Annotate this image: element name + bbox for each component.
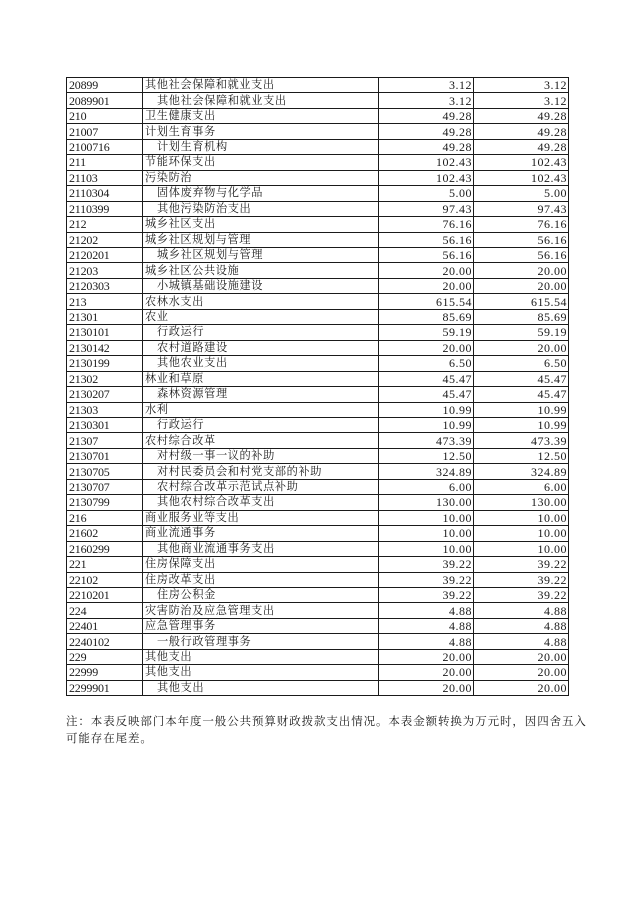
subject-code-cell: 2100716 bbox=[67, 139, 143, 154]
table-row bbox=[67, 186, 569, 201]
amount-cell: 20.00 bbox=[379, 665, 474, 680]
subject-code-cell: 213 bbox=[67, 294, 143, 309]
subject-name-cell: 城乡社区规划与管理 bbox=[143, 232, 379, 247]
table-row bbox=[67, 170, 569, 185]
table-row bbox=[67, 356, 569, 371]
amount-cell: 473.39 bbox=[474, 433, 569, 448]
subject-code-cell: 2130207 bbox=[67, 387, 143, 402]
table-row bbox=[67, 371, 569, 386]
subject-code-cell: 21103 bbox=[67, 170, 143, 185]
subject-name-cell: 其他农村综合改革支出 bbox=[143, 495, 379, 510]
table-row bbox=[67, 124, 569, 139]
subject-name-cell: 污染防治 bbox=[143, 170, 379, 185]
amount-cell: 4.88 bbox=[474, 603, 569, 618]
table-row bbox=[67, 294, 569, 309]
amount-cell: 97.43 bbox=[474, 201, 569, 216]
subject-name-cell: 住房改革支出 bbox=[143, 572, 379, 587]
subject-name-cell: 农村综合改革示范试点补助 bbox=[143, 479, 379, 494]
subject-name-cell: 应急管理事务 bbox=[143, 618, 379, 633]
amount-cell: 615.54 bbox=[474, 294, 569, 309]
amount-cell: 3.12 bbox=[379, 78, 474, 93]
subject-name-cell: 对村级一事一议的补助 bbox=[143, 448, 379, 463]
note-line-2: 可能存在尾差。 bbox=[66, 731, 153, 745]
subject-name-cell: 其他社会保障和就业支出 bbox=[143, 78, 379, 93]
amount-cell: 49.28 bbox=[474, 139, 569, 154]
subject-code-cell: 2130701 bbox=[67, 448, 143, 463]
subject-code-cell: 2299901 bbox=[67, 680, 143, 695]
subject-code-cell: 2130799 bbox=[67, 495, 143, 510]
subject-name-cell: 其他污染防治支出 bbox=[143, 201, 379, 216]
subject-name-cell: 固体废弃物与化学品 bbox=[143, 186, 379, 201]
subject-code-cell: 20899 bbox=[67, 78, 143, 93]
amount-cell: 102.43 bbox=[379, 170, 474, 185]
table-row bbox=[67, 139, 569, 154]
subject-code-cell: 22102 bbox=[67, 572, 143, 587]
subject-name-cell: 其他商业流通事务支出 bbox=[143, 541, 379, 556]
subject-name-cell: 森林资源管理 bbox=[143, 387, 379, 402]
subject-name-cell: 林业和草原 bbox=[143, 371, 379, 386]
subject-name-cell: 商业服务业等支出 bbox=[143, 510, 379, 525]
subject-name-cell: 城乡社区规划与管理 bbox=[143, 247, 379, 262]
amount-cell: 10.99 bbox=[379, 402, 474, 417]
amount-cell: 49.28 bbox=[379, 124, 474, 139]
subject-name-cell: 其他社会保障和就业支出 bbox=[143, 93, 379, 108]
amount-cell: 20.00 bbox=[379, 278, 474, 293]
table-row bbox=[67, 634, 569, 649]
subject-code-cell: 22401 bbox=[67, 618, 143, 633]
amount-cell: 45.47 bbox=[474, 387, 569, 402]
amount-cell: 97.43 bbox=[379, 201, 474, 216]
amount-cell: 39.22 bbox=[474, 572, 569, 587]
subject-name-cell: 农业 bbox=[143, 309, 379, 324]
note-line-1: 注：本表反映部门本年度一般公共预算财政拨款支出情况。本表金额转换为万元时，因四舍五入 bbox=[66, 714, 587, 728]
amount-cell: 20.00 bbox=[379, 649, 474, 664]
amount-cell: 85.69 bbox=[379, 309, 474, 324]
table-row bbox=[67, 464, 569, 479]
subject-code-cell: 2160299 bbox=[67, 541, 143, 556]
table-row bbox=[67, 448, 569, 463]
subject-code-cell: 2240102 bbox=[67, 634, 143, 649]
table-row bbox=[67, 495, 569, 510]
subject-name-cell: 行政运行 bbox=[143, 325, 379, 340]
amount-cell: 6.00 bbox=[379, 479, 474, 494]
table-row bbox=[67, 278, 569, 293]
amount-cell: 473.39 bbox=[379, 433, 474, 448]
amount-cell: 6.50 bbox=[379, 356, 474, 371]
table-row bbox=[67, 340, 569, 355]
amount-cell: 5.00 bbox=[474, 186, 569, 201]
table-row bbox=[67, 217, 569, 232]
amount-cell: 20.00 bbox=[379, 680, 474, 695]
table-row bbox=[67, 541, 569, 556]
table-body bbox=[67, 78, 569, 696]
table-row bbox=[67, 479, 569, 494]
subject-name-cell: 水利 bbox=[143, 402, 379, 417]
amount-cell: 12.50 bbox=[379, 448, 474, 463]
table-row bbox=[67, 572, 569, 587]
amount-cell: 20.00 bbox=[474, 649, 569, 664]
subject-name-cell: 其他支出 bbox=[143, 649, 379, 664]
amount-cell: 4.88 bbox=[474, 634, 569, 649]
subject-code-cell: 21203 bbox=[67, 263, 143, 278]
amount-cell: 49.28 bbox=[474, 108, 569, 123]
subject-name-cell: 农林水支出 bbox=[143, 294, 379, 309]
subject-code-cell: 216 bbox=[67, 510, 143, 525]
subject-name-cell: 小城镇基础设施建设 bbox=[143, 278, 379, 293]
amount-cell: 102.43 bbox=[474, 170, 569, 185]
amount-cell: 39.22 bbox=[474, 557, 569, 572]
amount-cell: 56.16 bbox=[379, 247, 474, 262]
subject-name-cell: 农村综合改革 bbox=[143, 433, 379, 448]
subject-code-cell: 21602 bbox=[67, 526, 143, 541]
subject-name-cell: 卫生健康支出 bbox=[143, 108, 379, 123]
amount-cell: 10.00 bbox=[474, 541, 569, 556]
amount-cell: 76.16 bbox=[379, 217, 474, 232]
amount-cell: 20.00 bbox=[474, 665, 569, 680]
table-row bbox=[67, 603, 569, 618]
table-row bbox=[67, 387, 569, 402]
table-row bbox=[67, 325, 569, 340]
amount-cell: 6.50 bbox=[474, 356, 569, 371]
subject-name-cell: 城乡社区支出 bbox=[143, 217, 379, 232]
amount-cell: 59.19 bbox=[474, 325, 569, 340]
subject-code-cell: 2089901 bbox=[67, 93, 143, 108]
subject-code-cell: 2110304 bbox=[67, 186, 143, 201]
amount-cell: 10.00 bbox=[379, 541, 474, 556]
subject-name-cell: 一般行政管理事务 bbox=[143, 634, 379, 649]
amount-cell: 85.69 bbox=[474, 309, 569, 324]
subject-name-cell: 行政运行 bbox=[143, 417, 379, 432]
expenditure-table bbox=[66, 77, 569, 696]
table-row bbox=[67, 510, 569, 525]
amount-cell: 49.28 bbox=[379, 139, 474, 154]
table-row bbox=[67, 665, 569, 680]
subject-code-cell: 2130301 bbox=[67, 417, 143, 432]
amount-cell: 10.00 bbox=[474, 510, 569, 525]
subject-name-cell: 计划生育机构 bbox=[143, 139, 379, 154]
subject-code-cell: 21301 bbox=[67, 309, 143, 324]
amount-cell: 20.00 bbox=[379, 263, 474, 278]
amount-cell: 10.99 bbox=[474, 402, 569, 417]
amount-cell: 10.00 bbox=[379, 510, 474, 525]
amount-cell: 4.88 bbox=[474, 618, 569, 633]
table-row bbox=[67, 680, 569, 695]
subject-code-cell: 2130707 bbox=[67, 479, 143, 494]
amount-cell: 10.00 bbox=[474, 526, 569, 541]
amount-cell: 56.16 bbox=[474, 247, 569, 262]
amount-cell: 20.00 bbox=[474, 263, 569, 278]
subject-name-cell: 农村道路建设 bbox=[143, 340, 379, 355]
subject-name-cell: 节能环保支出 bbox=[143, 155, 379, 170]
table-row bbox=[67, 108, 569, 123]
amount-cell: 39.22 bbox=[379, 572, 474, 587]
amount-cell: 4.88 bbox=[379, 618, 474, 633]
subject-code-cell: 211 bbox=[67, 155, 143, 170]
amount-cell: 102.43 bbox=[474, 155, 569, 170]
amount-cell: 56.16 bbox=[379, 232, 474, 247]
table-row bbox=[67, 417, 569, 432]
subject-code-cell: 21303 bbox=[67, 402, 143, 417]
subject-code-cell: 2120201 bbox=[67, 247, 143, 262]
subject-name-cell: 住房保障支出 bbox=[143, 557, 379, 572]
amount-cell: 324.89 bbox=[379, 464, 474, 479]
amount-cell: 10.00 bbox=[379, 526, 474, 541]
table-row bbox=[67, 263, 569, 278]
subject-code-cell: 2110399 bbox=[67, 201, 143, 216]
amount-cell: 20.00 bbox=[474, 340, 569, 355]
subject-code-cell: 2120303 bbox=[67, 278, 143, 293]
amount-cell: 20.00 bbox=[379, 340, 474, 355]
amount-cell: 6.00 bbox=[474, 479, 569, 494]
table-row bbox=[67, 618, 569, 633]
table-note bbox=[66, 713, 587, 747]
amount-cell: 3.12 bbox=[379, 93, 474, 108]
amount-cell: 20.00 bbox=[474, 278, 569, 293]
amount-cell: 10.99 bbox=[474, 417, 569, 432]
amount-cell: 39.22 bbox=[379, 557, 474, 572]
amount-cell: 39.22 bbox=[474, 587, 569, 602]
table-row bbox=[67, 93, 569, 108]
amount-cell: 45.47 bbox=[379, 371, 474, 386]
subject-code-cell: 21307 bbox=[67, 433, 143, 448]
amount-cell: 102.43 bbox=[379, 155, 474, 170]
amount-cell: 5.00 bbox=[379, 186, 474, 201]
amount-cell: 49.28 bbox=[379, 108, 474, 123]
subject-name-cell: 住房公积金 bbox=[143, 587, 379, 602]
subject-code-cell: 221 bbox=[67, 557, 143, 572]
subject-code-cell: 2130705 bbox=[67, 464, 143, 479]
subject-code-cell: 21302 bbox=[67, 371, 143, 386]
table-row bbox=[67, 587, 569, 602]
table-row bbox=[67, 201, 569, 216]
subject-code-cell: 2130142 bbox=[67, 340, 143, 355]
table-row bbox=[67, 402, 569, 417]
subject-code-cell: 210 bbox=[67, 108, 143, 123]
subject-name-cell: 其他农业支出 bbox=[143, 356, 379, 371]
amount-cell: 76.16 bbox=[474, 217, 569, 232]
subject-name-cell: 城乡社区公共设施 bbox=[143, 263, 379, 278]
table-row bbox=[67, 247, 569, 262]
subject-code-cell: 22999 bbox=[67, 665, 143, 680]
table-row bbox=[67, 78, 569, 93]
subject-name-cell: 其他支出 bbox=[143, 680, 379, 695]
table-row bbox=[67, 433, 569, 448]
amount-cell: 59.19 bbox=[379, 325, 474, 340]
amount-cell: 615.54 bbox=[379, 294, 474, 309]
amount-cell: 3.12 bbox=[474, 78, 569, 93]
amount-cell: 56.16 bbox=[474, 232, 569, 247]
amount-cell: 10.99 bbox=[379, 417, 474, 432]
subject-code-cell: 2130199 bbox=[67, 356, 143, 371]
table-row bbox=[67, 557, 569, 572]
table-row bbox=[67, 526, 569, 541]
table-row bbox=[67, 649, 569, 664]
amount-cell: 45.47 bbox=[474, 371, 569, 386]
amount-cell: 324.89 bbox=[474, 464, 569, 479]
table-row bbox=[67, 232, 569, 247]
amount-cell: 39.22 bbox=[379, 587, 474, 602]
subject-code-cell: 224 bbox=[67, 603, 143, 618]
amount-cell: 4.88 bbox=[379, 634, 474, 649]
amount-cell: 45.47 bbox=[379, 387, 474, 402]
subject-code-cell: 21007 bbox=[67, 124, 143, 139]
subject-name-cell: 其他支出 bbox=[143, 665, 379, 680]
amount-cell: 49.28 bbox=[474, 124, 569, 139]
amount-cell: 130.00 bbox=[474, 495, 569, 510]
subject-code-cell: 2130101 bbox=[67, 325, 143, 340]
subject-code-cell: 2210201 bbox=[67, 587, 143, 602]
amount-cell: 3.12 bbox=[474, 93, 569, 108]
table-row bbox=[67, 309, 569, 324]
amount-cell: 130.00 bbox=[379, 495, 474, 510]
table-row bbox=[67, 155, 569, 170]
subject-name-cell: 计划生育事务 bbox=[143, 124, 379, 139]
subject-name-cell: 商业流通事务 bbox=[143, 526, 379, 541]
subject-code-cell: 229 bbox=[67, 649, 143, 664]
subject-code-cell: 212 bbox=[67, 217, 143, 232]
subject-name-cell: 灾害防治及应急管理支出 bbox=[143, 603, 379, 618]
amount-cell: 4.88 bbox=[379, 603, 474, 618]
amount-cell: 20.00 bbox=[474, 680, 569, 695]
amount-cell: 12.50 bbox=[474, 448, 569, 463]
subject-name-cell: 对村民委员会和村党支部的补助 bbox=[143, 464, 379, 479]
subject-code-cell: 21202 bbox=[67, 232, 143, 247]
